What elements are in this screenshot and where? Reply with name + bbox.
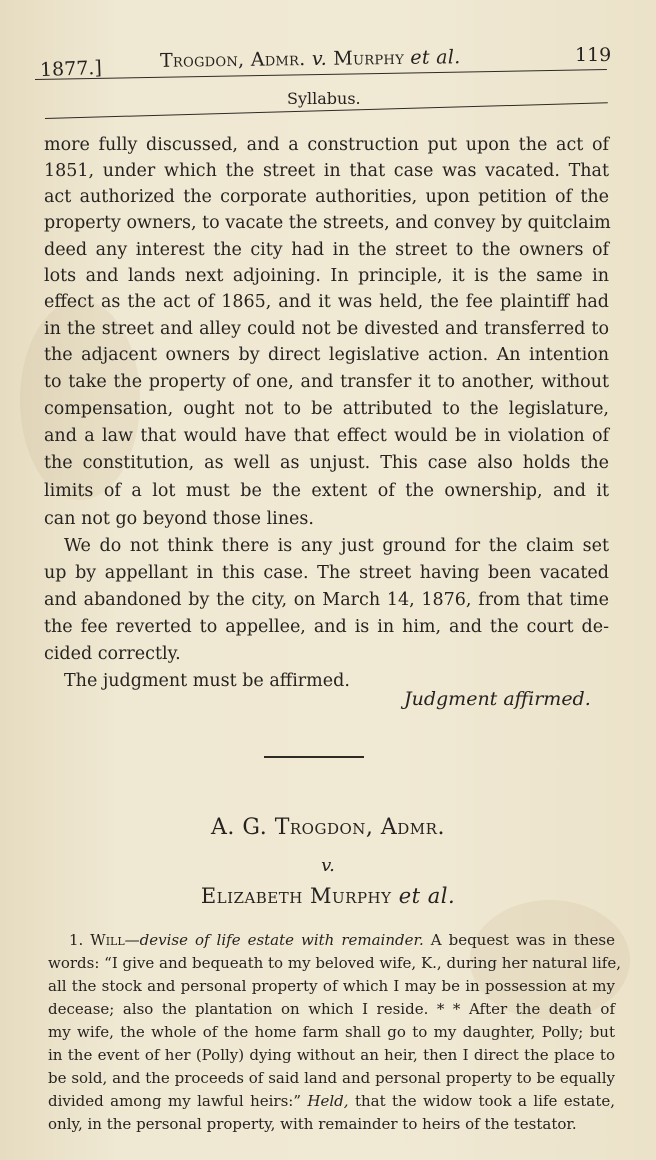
opinion-line: limits of a lot must be the extent of the ownership, and it bbox=[44, 481, 609, 501]
opinion-line: and abandoned by the city, on March 14, 1876, from that time bbox=[44, 590, 609, 610]
opinion-line: more fully discussed, and a construction put upon the act of bbox=[44, 135, 609, 155]
opinion-line: cided correctly. bbox=[44, 644, 181, 664]
headnote-line: only, in the personal property, with remainder to heirs of the testator. bbox=[48, 1115, 577, 1133]
headnote-held: Held, bbox=[307, 1092, 349, 1110]
opinion-line: lots and lands next adjoining. In principle, it is the same in bbox=[44, 266, 609, 286]
year-label: 1877.] bbox=[39, 56, 103, 82]
headnote-subtopic: —devise of life estate with remainder. bbox=[124, 931, 424, 949]
opinion-line: compensation, ought not to be attributed to the legislature, bbox=[44, 399, 609, 419]
headnote-line: my wife, the whole of the home farm shall go to my daughter, Polly; but bbox=[48, 1023, 615, 1041]
headnote-line: in the event of her (Polly) dying without an heir, then I direct the place to bbox=[48, 1046, 615, 1064]
opinion-line: in the street and alley could not be divested and transferred to bbox=[44, 319, 609, 339]
headnote-line: be sold, and the proceeds of said land and personal property to be equally bbox=[48, 1069, 615, 1087]
section-label: Syllabus. bbox=[287, 89, 361, 108]
headnote-line bbox=[48, 1090, 615, 1113]
case-separator-rule bbox=[264, 756, 364, 758]
headnote-text: that the widow took a life estate, bbox=[354, 1092, 616, 1110]
opinion-line: the adjacent owners by direct legislative action. An intention bbox=[44, 345, 609, 365]
running-title-plaintiff: Trogdon, Admr. bbox=[159, 48, 306, 72]
headnote-line: decease; also the plantation on which I reside. * * After the death of bbox=[48, 1000, 615, 1018]
judgment-affirmed: Judgment affirmed. bbox=[404, 688, 591, 710]
headnote-line: all the stock and personal property of which I may be in possession at my bbox=[48, 977, 615, 995]
opinion-line: 1851, under which the street in that case was vacated. That bbox=[44, 161, 609, 181]
running-title-defendant: Murphy bbox=[333, 46, 405, 70]
case-defendant-etal: et al. bbox=[398, 884, 456, 908]
opinion-line: and a law that would have that effect would be in violation of bbox=[44, 426, 609, 446]
case-defendant-line bbox=[0, 884, 656, 908]
opinion-line: property owners, to vacate the streets, and convey by quitclaim bbox=[44, 213, 611, 233]
opinion-line: the fee reverted to appellee, and is in him, and the court de- bbox=[44, 617, 609, 637]
opinion-line: up by appellant in this case. The street having been vacated bbox=[44, 563, 609, 583]
headnote-text: A bequest was in these bbox=[430, 931, 615, 949]
opinion-line: effect as the act of 1865, and it was held, the fee plaintiff had bbox=[44, 292, 609, 312]
opinion-line: We do not think there is any just ground for the claim set bbox=[64, 536, 609, 556]
case-versus: v. bbox=[321, 855, 335, 876]
running-title-etal: et al. bbox=[410, 46, 461, 69]
header-rule bbox=[35, 69, 607, 80]
running-title-v: v. bbox=[311, 47, 328, 70]
page-number: 119 bbox=[575, 44, 612, 66]
opinion-line: can not go beyond those lines. bbox=[44, 509, 314, 529]
opinion-line: the constitution, as well as unjust. This case also holds the bbox=[44, 453, 609, 473]
running-title bbox=[160, 46, 461, 72]
opinion-line: to take the property of one, and transfer it to another, without bbox=[44, 372, 609, 392]
case-defendant: Elizabeth Murphy bbox=[200, 884, 392, 908]
headnote-line: words: “I give and bequeath to my beloved wife, K., during her natural life, bbox=[48, 954, 621, 972]
case-title: A. G. Trogdon, Admr. bbox=[211, 815, 445, 840]
opinion-line: deed any interest the city had in the street to the owners of bbox=[44, 240, 609, 260]
opinion-line: act authorized the corporate authorities, upon petition of the bbox=[44, 187, 609, 207]
headnote-topic: Will bbox=[90, 931, 125, 949]
headnote-number: 1. bbox=[68, 931, 84, 949]
headnote-line bbox=[48, 929, 615, 952]
opinion-line: The judgment must be affirmed. bbox=[64, 671, 350, 691]
headnote-text: divided among my lawful heirs:” bbox=[48, 1092, 301, 1110]
